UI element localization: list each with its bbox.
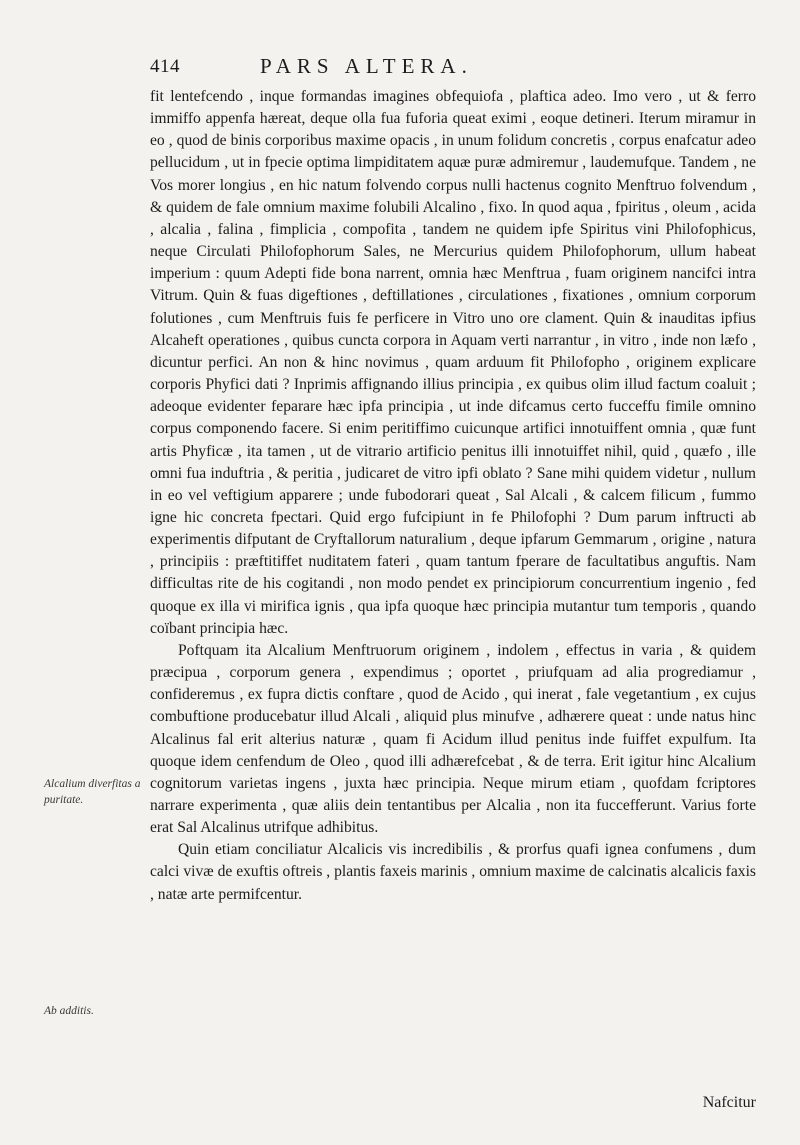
- margin-note-additis: Ab additis.: [44, 1005, 94, 1017]
- page-header: [150, 54, 760, 84]
- paragraph-3: Quin etiam conciliatur Alcalicis vis incredibilis , & prorfus quafi ignea confumens , dum calci vivæ de exuftis oftreis , plantis faxeis marinis , omnium maxime de calcinatis alcalicis faxis , natæ arte permifcentur.: [150, 841, 756, 903]
- margin-note-alcalium: Alcalium diverfitas a puritate.: [44, 778, 141, 806]
- paragraph-1: fit lentefcendo , inque formandas imagines obfequiofa , plaftica adeo. Imo vero , ut & ferro immiffo appenfa hæreat, deque olla fua fuforia queat eximi , eoque detineri. Iterum miramur in eo , quod de binis corporibus maxime opacis , in unum folidum concretis , corpus enafcatur adeo pellucidum , ut in fpecie optima limpiditatem aquæ puræ admiremur , laudemufque. Tandem , ne Vos morer longius , en hic natum folvendo corpus nulli hactenus cognito Menftruo folvendum , & quidem de fale omnium maxime folubili Alcalino , fixo. In quod aqua , fpiritus , oleum , acida , alcalia , falina , fimplicia , compofita , tandem ne quidem ipfe Spiritus vini Philofophicus, neque Circulati Philofophorum Sales, ne Mercurius quidem Philofophorum, ullum habeat imperium : quum Adepti fide bona narrent, omnia hæc Menftrua , fuam originem nancifci intra Vitrum. Quin & fuas digeftiones , deftillationes , circulationes , fixationes , omnium corporum folutiones , cum Menftruis fuis fe perficere in Vitro uno ore clament. Quin & inauditas ipfius Alcaheft operationes , quibus cuncta corpora in Aquam verti narrantur , in vitro , inde non læfo , dicuntur perfici. An non & hinc novimus , quam arduum fit Philofopho , originem explicare corporis Phyfici dati ? Inprimis affignando illius principia , ex quibus olim illud factum coaluit ; adeoque evidenter feparare hæc ipfa principia , ut inde difcamus certo fucceffu fimile omnino corpus componendo facere. Si enim peritiffimo cuicunque artifici innotuiffent omnia , quæ funt artis Phyficæ , ita tamen , ut de vitrario artificio penitus illi innotuiffet nihil, quid , quæfo , ille omni fua induftria , & peritia , judicaret de vitro ipfi oblato ? Sane mihi quidem videtur , nullum in eo vel veftigium apparere ; unde fubodorari queat , Sal Alcali , & calcem filicum , fummo igne hic concreta fpectari. Quid ergo fufcipiunt in fe Philofophi ? Dum parum inftructi ab experimentis difputant de Cryftallorum naturalium , deque ipfarum Gemmarum , origine , natura , principiis : præftitiffet nuditatem fateri , quam tantum fperare de facultatibus anguftis. Nam difficultas rite de his cogitandi , non modo pendet ex principiorum concurrentium ingenio , fed quoque ex illa vi mirifica ignis , qua ipfa quoque hæc principia mutantur tum temporis , quando coïbant principia hæc.: [150, 88, 756, 637]
- main-text: [150, 86, 756, 906]
- page-number: 414: [150, 56, 180, 77]
- paragraph-2: Poftquam ita Alcalium Menftruorum originem , indolem , effectus in varia , & quidem præcipua , corporum genera , expendimus ; oportet , priufquam ad alia progrediamur , confideremus , ex fupra dictis conftare , quod de Acido , qui inerat , fale vegetantium , ex cujus combuftione producebatur illud Alcali , aliquid plus minufve , adhærere queat : unde natus hinc Alcalinus fal erit alterius naturæ , quam fi Acidum illud penitus inde fuiffet expulfum. Ita quoque idem cenfendum de Oleo , quod illi adhærefcebat , & de terra. Erit igitur hinc Alcalium cognitorum varietas ingens , juxta hæc principia. Neque mirum etiam , quofdam fcriptores narrare experimenta , quæ aliis dein tentantibus per Alcalia , non ita fuccefferunt. Varius forte erat Sal Alcalinus utrifque adhibitus.: [150, 641, 756, 837]
- catchword: Nafcitur: [702, 1094, 756, 1111]
- running-title: PARS ALTERA.: [260, 54, 473, 78]
